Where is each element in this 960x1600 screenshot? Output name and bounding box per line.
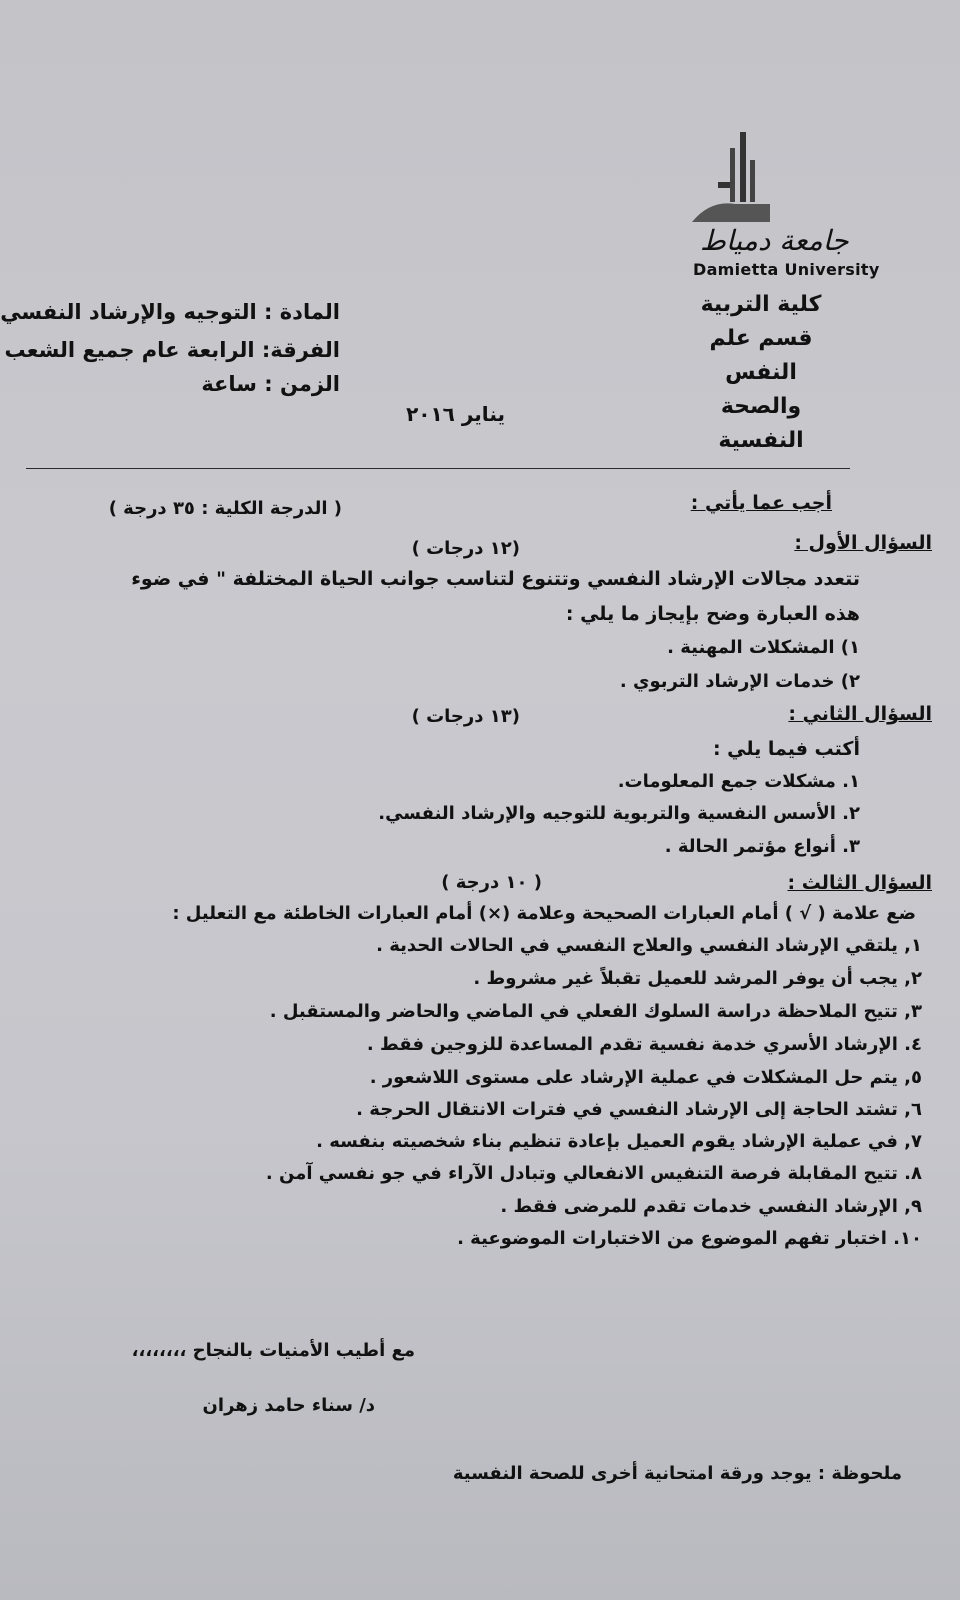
faculty-line: كلية التربية: [700, 292, 822, 317]
question3-item: ٨. تتيح المقابلة فرصة التنفيس الانفعالي وتبادل الآراء في جو نفسي آمن .: [265, 1163, 922, 1184]
question3-item: ٥, يتم حل المشكلات في عملية الإرشاد على مستوى اللاشعور .: [369, 1067, 922, 1088]
question1-text: هذه العبارة وضح بإيجاز ما يلي :: [565, 603, 860, 625]
question3-title: السؤال الثالث :: [787, 872, 932, 894]
faculty-line: قسم علم النفس: [709, 326, 813, 385]
faculty-line: والصحة النفسية: [718, 394, 804, 453]
question1-text: تتعدد مجالات الإرشاد النفسي وتتنوع لتناسب جوانب الحياة المختلفة " في ضوء: [131, 568, 860, 590]
question3-item: ٣, تتيح الملاحظة دراسة السلوك الفعلي في الماضي والحاضر والمستقبل .: [269, 1001, 922, 1022]
question1-item: ١) المشكلات المهنية .: [667, 637, 860, 658]
subject-line: المادة : التوجيه والإرشاد النفسي: [0, 300, 340, 324]
question3-item: ١, يلتقي الإرشاد النفسي والعلاج النفسي في الحالات الحدية .: [376, 935, 922, 956]
university-name-english: Damietta University: [693, 260, 880, 279]
question2-item: ١. مشكلات جمع المعلومات.: [617, 771, 860, 792]
university-name-arabic: جامعة دمياط: [700, 224, 849, 257]
question3-marks: ( ١٠ درجة ): [441, 872, 542, 893]
question3-item: ٩, الإرشاد النفسي خدمات تقدم للمرضى فقط .: [500, 1196, 922, 1217]
university-logo: [690, 130, 780, 230]
question3-item: ٢, يجب أن يوفر المرشد للعميل تقبلاً غير مشروط .: [473, 968, 922, 989]
exam-date: يناير ٢٠١٦: [406, 402, 505, 426]
question2-item: ٣. أنواع مؤتمر الحالة .: [664, 836, 860, 857]
signature: د/ سناء حامد زهران: [202, 1395, 375, 1416]
total-marks: ( الدرجة الكلية : ٣٥ درجة ): [108, 498, 342, 519]
question2-prompt: أكتب فيما يلي :: [712, 738, 860, 760]
question3-item: ٦, تشتد الحاجة إلى الإرشاد النفسي في فترات الانتقال الحرجة .: [356, 1099, 922, 1120]
question1-title: السؤال الأول :: [794, 532, 932, 554]
question3-item: ٧, في عملية الإرشاد يقوم العميل بإعادة تنظيم بناء شخصيته بنفسه .: [316, 1131, 922, 1152]
footer-note: ملحوظة : يوجد ورقة امتحانية أخرى للصحة النفسية: [452, 1463, 902, 1484]
answer-prompt: أجب عما يأتي :: [690, 492, 832, 514]
header-divider: [26, 468, 850, 469]
closing-wishes: مع أطيب الأمنيات بالنجاح ،،،،،،،،: [131, 1340, 415, 1361]
question2-marks: (١٣ درجات ): [411, 706, 520, 727]
question3-item: ٤. الإرشاد الأسري خدمة نفسية تقدم المساعدة للزوجين فقط .: [366, 1034, 922, 1055]
question2-item: ٢. الأسس النفسية والتربوية للتوجيه والإرشاد النفسي.: [378, 803, 860, 824]
faculty-block: [686, 288, 836, 458]
question3-item: ١٠. اختبار تفهم الموضوع من الاختبارات الموضوعية .: [457, 1228, 922, 1249]
question1-item: ٢) خدمات الإرشاد التربوي .: [619, 671, 860, 692]
grade-line: الفرقة: الرابعة عام جميع الشعب: [4, 338, 340, 362]
question1-marks: (١٢ درجات ): [411, 538, 520, 559]
time-line: الزمن : ساعة: [201, 372, 340, 396]
question2-title: السؤال الثاني :: [788, 703, 932, 725]
question3-prompt: ضع علامة ( √ ) أمام العبارات الصحيحة وعلامة (×) أمام العبارات الخاطئة مع التعليل :: [172, 903, 916, 924]
